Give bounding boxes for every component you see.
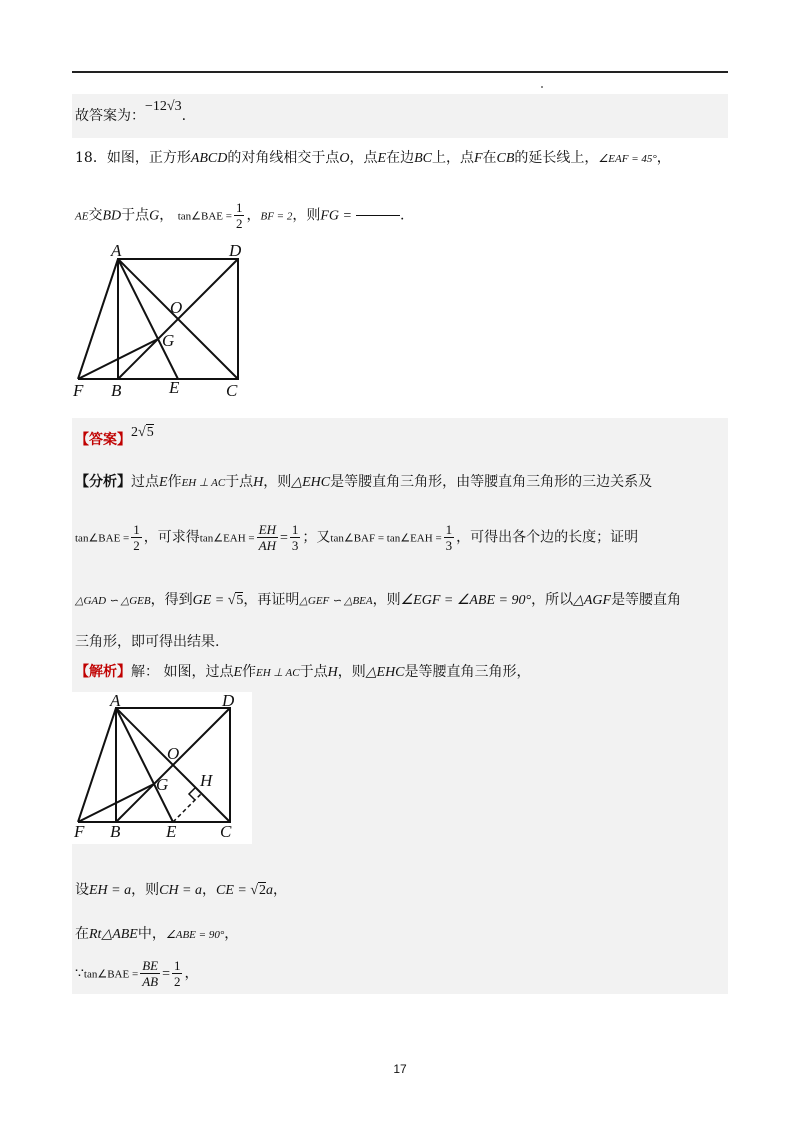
label-o: O xyxy=(167,744,180,763)
prev-answer-line: 故答案为：−12√3. xyxy=(75,99,187,124)
fraction-half: $\frac{1}{2}$ xyxy=(235,200,243,231)
header-rule xyxy=(72,71,728,73)
answer-tag: 【答案】 xyxy=(75,432,131,448)
problem-line-2: AE交BD于点G， tan∠BAE = $\frac{1}{2}$ ，BF = 2，则FG = . xyxy=(75,200,405,231)
label-e: E xyxy=(166,822,177,841)
step-line-1: 设EH = a，则CH = a，CE = √2a， xyxy=(75,882,288,898)
figure-square-1 xyxy=(65,240,265,400)
solution-tag: 【解析】 xyxy=(75,664,131,680)
label-c: C xyxy=(226,381,238,400)
solution-line-1: 【解析】解： 如图，过点E作EH ⊥ AC于点H，则△EHC是等腰直角三角形， xyxy=(75,664,531,680)
answer-blank xyxy=(356,215,400,216)
step-line-2: 在Rt△ABE中，∠ABE = 90°， xyxy=(75,926,239,942)
analysis-line-3: △GAD ∽ △GEB，得到GE = √5，再证明△GEF ∽ △BEA，则∠EGF = ∠ABE = 90°，所以△AGF是等腰直角 xyxy=(75,592,682,608)
header-dot xyxy=(541,86,543,88)
page-number: 17 xyxy=(393,1062,407,1076)
step-line-3: ∵tan∠BAE = $\frac{BE}{AB}$ = $\frac{1}{2}$ ， xyxy=(75,958,199,989)
problem-line-1: 18．如图，正方形ABCD的对角线相交于点O，点E在边BC上，点F在CB的延长线上，∠EAF = 45°， xyxy=(75,150,671,166)
label-o: O xyxy=(170,298,183,317)
label-g: G xyxy=(156,775,169,794)
label-a: A xyxy=(110,692,121,710)
analysis-tag: 【分析】 xyxy=(75,474,131,490)
label-f: F xyxy=(73,381,84,400)
label-d: D xyxy=(222,692,235,710)
answer-line xyxy=(75,425,154,451)
label-c: C xyxy=(220,822,232,841)
label-b: B xyxy=(111,381,122,400)
analysis-line-1: 【分析】过点E作EH ⊥ AC于点H，则△EHC是等腰直角三角形，由等腰直角三角形的三边关系及 xyxy=(75,474,653,490)
label-a: A xyxy=(111,241,122,260)
answer-value: 2√5 xyxy=(131,425,154,440)
prev-answer-value: −12√3 xyxy=(145,99,182,114)
analysis-line-2: tan∠BAE = $\frac{1}{2}$ ，可求得tan∠EAH = $\frac{EH}{AH}$ = $\frac{1}{3}$ ；又tan∠BAF = tan∠EAH = $\frac{1}{3}$ ，可得出各个边的长度；证明 xyxy=(75,522,639,553)
label-h: H xyxy=(200,771,213,790)
label-e: E xyxy=(169,378,180,397)
label-f: F xyxy=(74,822,85,841)
label-g: G xyxy=(162,331,175,350)
label-d: D xyxy=(229,241,242,260)
analysis-line-4: 三角形，即可得出结果. xyxy=(75,634,220,650)
figure-square-2 xyxy=(72,692,252,844)
label-b: B xyxy=(110,822,121,841)
